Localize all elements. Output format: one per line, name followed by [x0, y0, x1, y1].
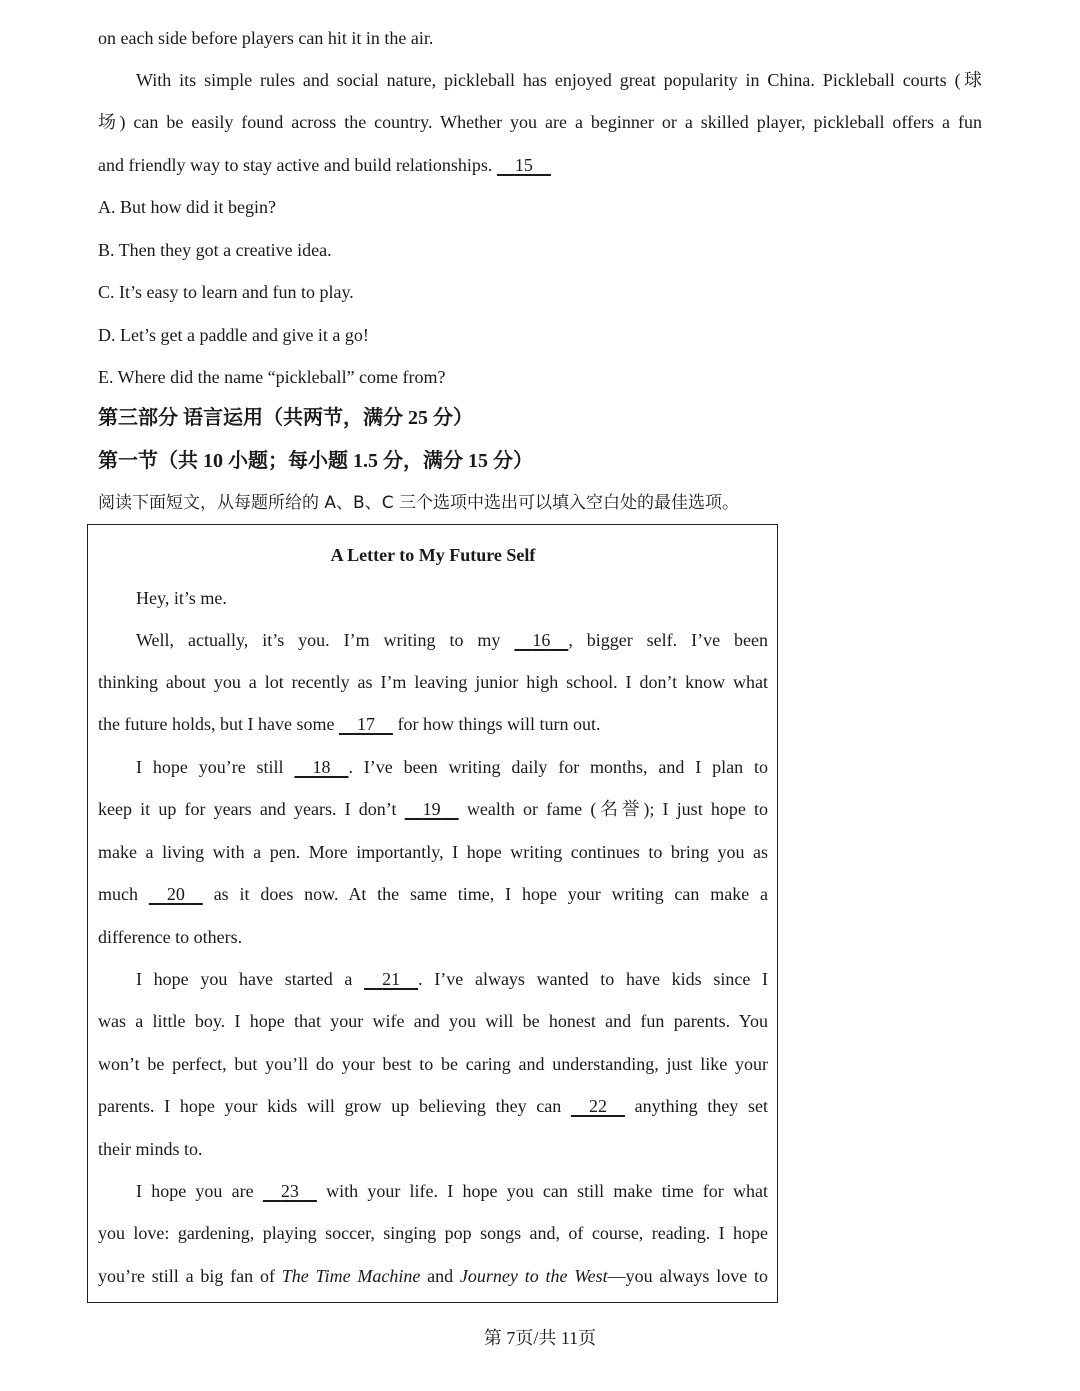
- letter-line-4: the future holds, but I have some 17 for how things will turn out.: [98, 714, 601, 734]
- option-a: A. But how did it begin?: [98, 197, 276, 217]
- letter-line-10: I hope you have started a 21 . I’ve always wanted to have kids since I: [136, 969, 769, 989]
- blank-16: 16: [532, 630, 551, 650]
- letter-line-14: their minds to.: [98, 1139, 203, 1159]
- book-title-1: The Time Machine: [281, 1266, 421, 1286]
- intro-line-3: 场) can be easily found across the country. Whether you are a beginner or a skilled player, pickleball offers a fun: [98, 112, 982, 132]
- letter-line-13: parents. I hope your kids will grow up believing they can 22 anything they set: [98, 1096, 768, 1116]
- book-title-2: Journey to the West: [459, 1266, 608, 1286]
- intro-line-1: on each side before players can hit it in the air.: [98, 28, 434, 48]
- blank-15: 15: [514, 155, 533, 175]
- letter-line-11: was a little boy. I hope that your wife and you will be honest and fun parents. You: [98, 1011, 768, 1031]
- letter-line-16: you love: gardening, playing soccer, singing pop songs and, of course, reading. I hope: [98, 1223, 768, 1243]
- blank-17: 17: [356, 714, 375, 734]
- page-footer: 第 7页/共 11页: [483, 1328, 597, 1348]
- intro-line-2: With its simple rules and social nature, pickleball has enjoyed great popularity in China. Pickleball courts (球: [136, 70, 982, 90]
- letter-line-6: keep it up for years and years. I don’t 19 wealth or fame (名誉); I just hope to: [98, 799, 769, 819]
- intro-line-4-text: and friendly way to stay active and build relationships.: [98, 155, 493, 175]
- option-e: E. Where did the name “pickleball” come from?: [98, 367, 446, 387]
- letter-title: A Letter to My Future Self: [330, 545, 536, 565]
- letter-line-3: thinking about you a lot recently as I’m leaving junior high school. I don’t know what: [98, 672, 768, 692]
- letter-line-15: I hope you are 23 with your life. I hope you can still make time for what: [136, 1181, 769, 1201]
- option-d: D. Let’s get a paddle and give it a go!: [98, 325, 369, 345]
- letter-line-7: make a living with a pen. More importantly, I hope writing continues to bring you as: [98, 842, 768, 862]
- letter-line-8: much 20 as it does now. At the same time, I hope your writing can make a: [98, 884, 769, 904]
- blank-20: 20: [166, 884, 185, 904]
- letter-line-9: difference to others.: [98, 927, 243, 947]
- letter-line-1: Hey, it’s me.: [136, 588, 227, 608]
- letter-line-5: I hope you’re still 18 . I’ve been writing daily for months, and I plan to: [136, 757, 768, 777]
- blank-23: 23: [280, 1181, 299, 1201]
- intro-line-4: [98, 153, 551, 177]
- blank-18: 18: [312, 757, 331, 777]
- letter-line-12: won’t be perfect, but you’ll do your best to be caring and understanding, just like your: [98, 1054, 768, 1074]
- blank-21: 21: [382, 969, 401, 989]
- letter-line-17: you’re still a big fan of The Time Machine and Journey to the West—you always love to: [98, 1266, 768, 1286]
- option-b: B. Then they got a creative idea.: [98, 240, 332, 260]
- letter-line-2: Well, actually, it’s you. I’m writing to my 16 , bigger self. I’ve been: [136, 630, 768, 650]
- option-c: C. It’s easy to learn and fun to play.: [98, 282, 354, 302]
- sub-heading: 第一节（共 10 小题；每小题 1.5 分，满分 15 分）: [98, 450, 533, 472]
- part-heading: 第三部分 语言运用（共两节，满分 25 分）: [98, 407, 473, 429]
- blank-22: 22: [588, 1096, 607, 1116]
- instruction: 阅读下面短文，从每题所给的 A、B、C 三个选项中选出可以填入空白处的最佳选项。: [98, 493, 739, 513]
- blank-19: 19: [422, 799, 441, 819]
